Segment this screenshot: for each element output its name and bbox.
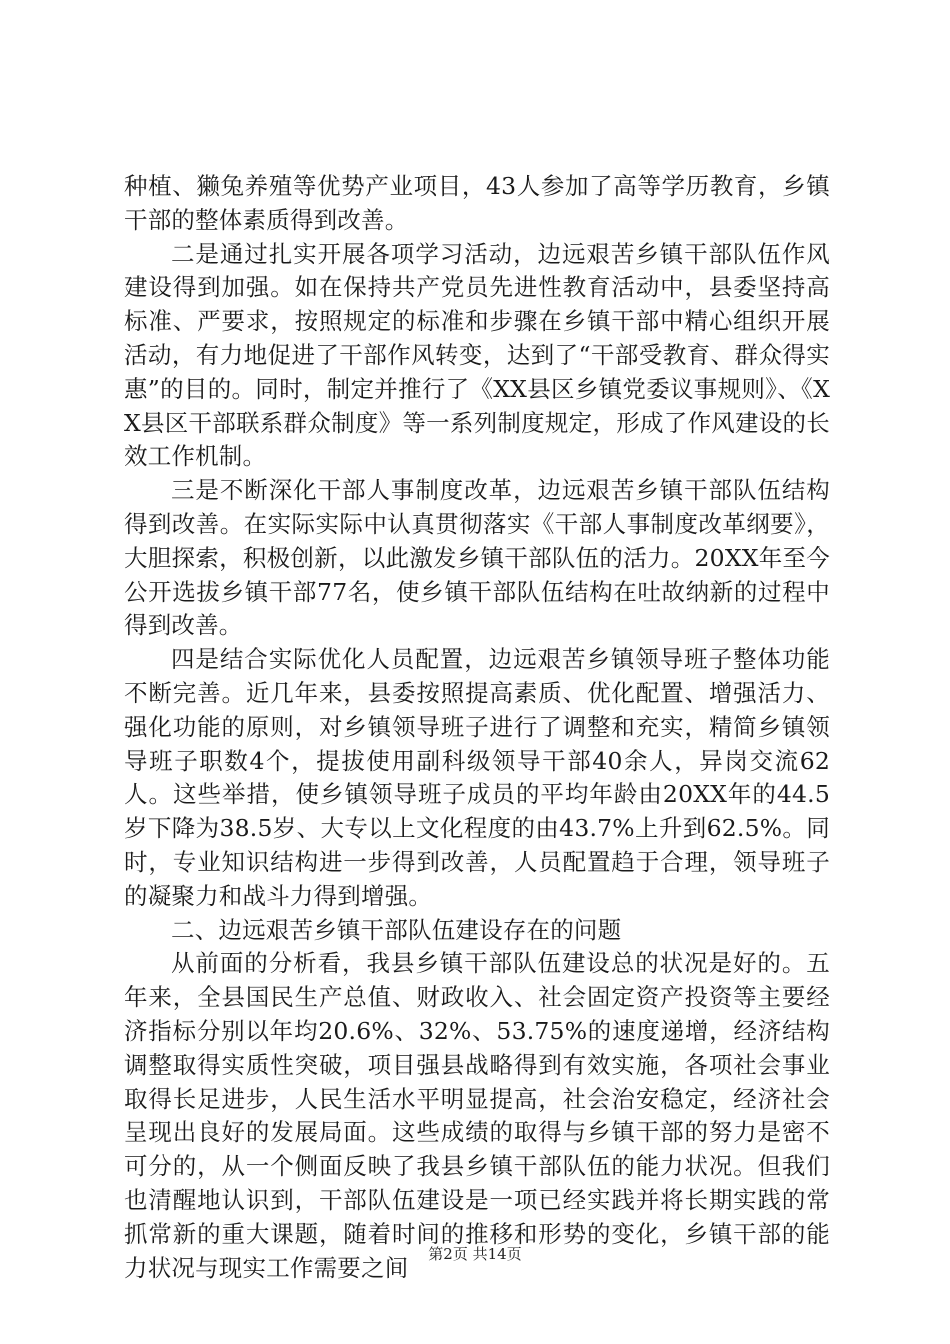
paragraph-2: 二是通过扎实开展各项学习活动，边远艰苦乡镇干部队伍作风建设得到加强。如在保持共产党员先进性教育活动中，县委坚持高标准、严要求，按照规定的标准和步骤在乡镇干部中精心组织开展活动，有力地促进了干部作风转变，达到了“干部受教育、群众得实惠”的目的。同时，制定并推行了《XX县区乡镇党委议事规则》、《XX县区干部联系群众制度》等一系列制度规定，形成了作风建设的长效工作机制。: [124, 239, 830, 471]
document-body: [124, 170, 830, 1285]
paragraph-4: 四是结合实际优化人员配置，边远艰苦乡镇领导班子整体功能不断完善。近几年来，县委按照提高素质、优化配置、增强活力、强化功能的原则，对乡镇领导班子进行了调整和充实，精简乡镇领导班子职数4个，提拔使用副科级领导干部40余人，异岗交流62人。这些举措，使乡镇领导班子成员的平均年龄由20XX年的44.5岁下降为38.5岁、大专以上文化程度的由43.7%上升到62.5%。同时，专业知识结构进一步得到改善，人员配置趋于合理，领导班子的凝聚力和战斗力得到增强。: [124, 645, 830, 910]
section-heading: 二、边远艰苦乡镇干部队伍建设存在的问题: [171, 915, 622, 944]
page-number-footer: 第2页 共14页: [428, 1245, 522, 1263]
paragraph-5: 从前面的分析看，我县乡镇干部队伍建设总的状况是好的。五年来，全县国民生产总值、财政收入、社会固定资产投资等主要经济指标分别以年均20.6%、32%、53.75%的速度递增，经济结构调整取得实质性突破，项目强县战略得到有效实施，各项社会事业取得长足进步，人民生活水平明显提高，社会治安稳定，经济社会呈现出良好的发展局面。这些成绩的取得与乡镇干部的努力是密不可分的，从一个侧面反映了我县乡镇干部队伍的能力状况。但我们也清醒地认识到，干部队伍建设是一项已经实践并将长期实践的常抓常新的重大课题，随着时间的推移和形势的变化，乡镇干部的能力状况与现实工作需要之间: [124, 949, 830, 1282]
paragraph-1: 种植、獭兔养殖等优势产业项目，43人参加了高等学历教育，乡镇干部的整体素质得到改善。: [124, 172, 830, 234]
paragraph-3: 三是不断深化干部人事制度改革，边远艰苦乡镇干部队伍结构得到改善。在实际实际中认真贯彻落实《干部人事制度改革纲要》，大胆探索，积极创新，以此激发乡镇干部队伍的活力。20XX年至今公开选拔乡镇干部77名，使乡镇干部队伍结构在吐故纳新的过程中得到改善。: [124, 476, 830, 640]
